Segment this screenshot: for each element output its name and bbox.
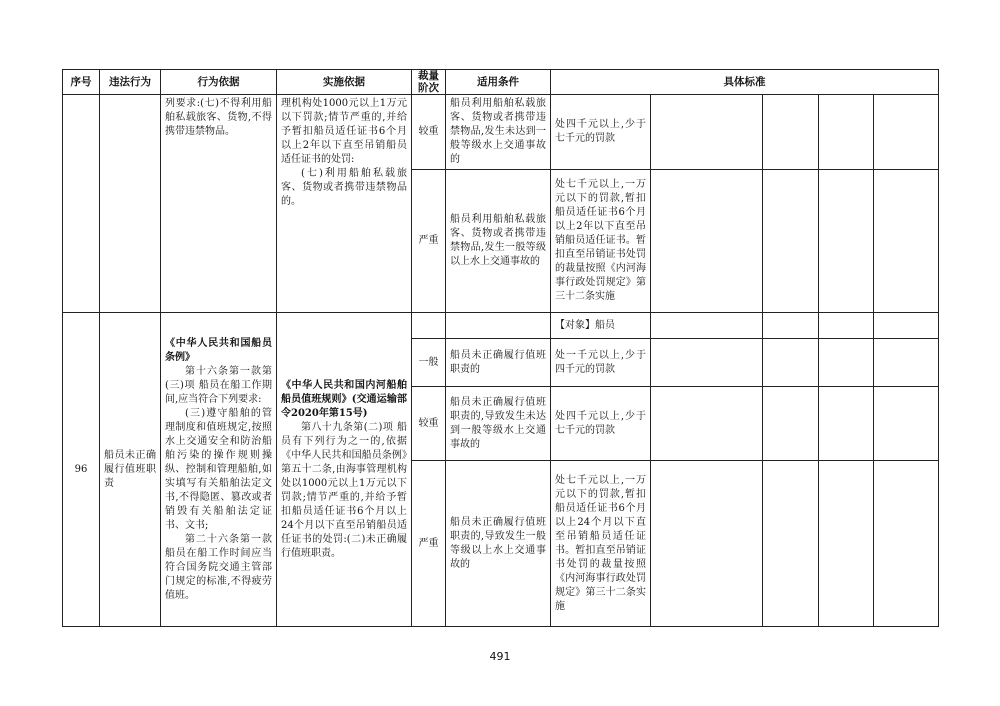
blank-cell [874, 387, 939, 461]
impl-text-2: (七)利用船舶私载旅客、货物或者携带违禁物品的。 [281, 168, 407, 207]
impl-title: 《中华人民共和国内河船舶船员值班规则》(交通运输部令2020年第15号) [281, 379, 407, 419]
seq-cell: 96 [63, 313, 100, 627]
level-cell: 较重 [412, 95, 446, 170]
blank-cell [651, 170, 763, 313]
blank-cell [763, 339, 819, 387]
basis-cell [161, 313, 277, 627]
header-row [63, 70, 939, 95]
basis-paragraph: 第十六条第一款第(三)项 船员在船工作期间,应当符合下列要求: [165, 365, 272, 405]
blank-cell [763, 170, 819, 313]
level-cell: 较重 [412, 387, 446, 461]
blank-cell [819, 387, 874, 461]
table-row [63, 95, 939, 170]
basis-title: 《中华人民共和国船员条例》 [165, 337, 272, 363]
blank-cell [874, 95, 939, 170]
blank-cell [651, 313, 763, 339]
basis-paragraph: (三)遵守船舶的管理制度和值班规定,按照水上交通安全和防治船舶污染的操作规则操纵、控制和管理船舶,如实填写有关船舶法定文书,不得隐匿、篡改或者销毁有关船舶法定证书、文书; [165, 407, 272, 531]
blank-cell [763, 461, 819, 627]
blank-cell [763, 313, 819, 339]
page-number: 491 [489, 650, 511, 663]
standard-cell: 处七千元以上,一万元以下的罚款,暂扣船员适任证书6个月以上24个月以下直至吊销船员适任证书。暂扣直至吊销证书处罚的裁量按照《内河海事行政处罚规定》第三十二条实施 [551, 461, 651, 627]
blank-cell [651, 387, 763, 461]
blank-cell [763, 387, 819, 461]
blank-cell [819, 170, 874, 313]
standard-cell: 处七千元以上,一万元以下的罚款,暂扣船员适任证书6个月以上2年以下直至吊销船员适任证书。暂扣直至吊销证书处罚的裁量按照《内河海事行政处罚规定》第三十二条实施 [551, 170, 651, 313]
level-cell: 严重 [412, 461, 446, 627]
condition-cell: 船员未正确履行值班职责的 [446, 339, 551, 387]
header-penalty-level: 裁量 阶次 [412, 70, 446, 95]
blank-cell [874, 313, 939, 339]
impl-text-1: 理机构处1000元以上1万元以下罚款;情节严重的,并给予暂扣船员适任证书6个月以上2年以下直至吊销船员适任证书的处罚: [281, 98, 407, 165]
blank-cell [819, 461, 874, 627]
condition-cell [446, 313, 551, 339]
standard-cell: 处一千元以上,少于四千元的罚款 [551, 339, 651, 387]
header-standard: 具体标准 [551, 70, 939, 95]
standard-cell: 处四千元以上,少于七千元的罚款 [551, 95, 651, 170]
blank-cell [819, 313, 874, 339]
blank-cell [651, 339, 763, 387]
condition-cell: 船员未正确履行值班职责的,导致发生一般等级以上水上交通事故的 [446, 461, 551, 627]
condition-cell: 船员利用船舶私载旅客、货物或者携带违禁物品,发生未达到一般等级水上交通事故的 [446, 95, 551, 170]
violation-cell: 船员未正确履行值班职责 [100, 313, 161, 627]
blank-cell [651, 95, 763, 170]
level-cell: 一般 [412, 339, 446, 387]
seq-cell [63, 95, 100, 313]
blank-cell [819, 95, 874, 170]
basis-text: 列要求:(七)不得利用船舶私载旅客、货物,不得携带违禁物品。 [165, 98, 272, 137]
blank-cell [763, 95, 819, 170]
impl-text: 第八十九条第(二)项 船员有下列行为之一的,依据《中华人民共和国船员条例》第五十二条,由海事管理机构处以1000元以上1万元以下罚款;情节严重的,并给予暂扣船员适任证书6个月以上24个月以下直至吊销船员适任证书的处罚:(二)未正确履行值班职责。 [281, 421, 407, 559]
penalty-standard-table [62, 69, 939, 627]
table-row [63, 313, 939, 339]
condition-cell: 船员利用船舶私载旅客、货物或者携带违禁物品,发生一般等级以上水上交通事故的 [446, 170, 551, 313]
condition-cell: 船员未正确履行值班职责的,导致发生未达到一般等级水上交通事故的 [446, 387, 551, 461]
blank-cell [874, 170, 939, 313]
blank-cell [874, 461, 939, 627]
header-seq: 序号 [63, 70, 100, 95]
header-impl-basis: 实施依据 [277, 70, 412, 95]
standard-cell: 处四千元以上,少于七千元的罚款 [551, 387, 651, 461]
header-basis: 行为依据 [161, 70, 277, 95]
basis-paragraph: 第二十六条第一款 船员在船工作时间应当符合国务院交通主管部门规定的标准,不得疲劳值班。 [165, 533, 272, 601]
basis-cell [161, 95, 277, 313]
blank-cell [819, 339, 874, 387]
blank-cell [651, 461, 763, 627]
level-cell [412, 313, 446, 339]
object-cell: 【对象】船员 [551, 313, 651, 339]
header-conditions: 适用条件 [446, 70, 551, 95]
header-violation: 违法行为 [100, 70, 161, 95]
impl-basis-cell [277, 313, 412, 627]
level-cell: 严重 [412, 170, 446, 313]
impl-basis-cell [277, 95, 412, 313]
violation-cell [100, 95, 161, 313]
blank-cell [874, 339, 939, 387]
